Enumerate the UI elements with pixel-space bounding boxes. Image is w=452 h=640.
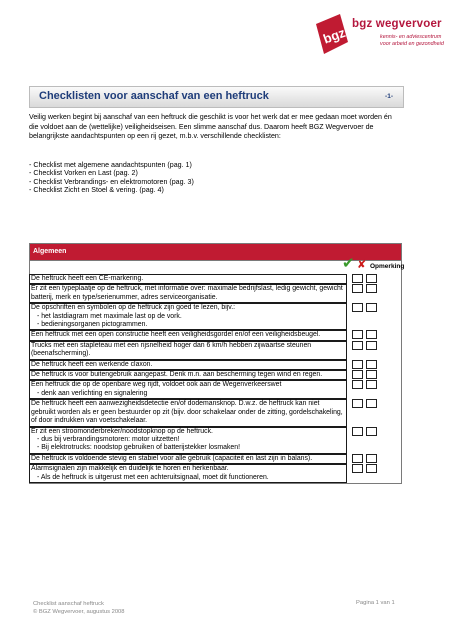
no-checkbox[interactable] [366,284,377,293]
table-row [30,330,401,340]
table-row [30,284,401,303]
row-sub-item: - Bij elektrotrucks: noodstop gebruiken of batterijstekker losmaken! [37,444,240,452]
row-question [29,360,347,370]
table-row [30,274,401,284]
checklist-table [29,243,405,484]
logo-tagline-2: voor arbeid en gezondheid [380,41,444,47]
table-row [30,399,401,426]
table-row [30,303,401,330]
yes-checkbox[interactable] [352,454,363,463]
intro-text [29,113,401,142]
no-checkbox[interactable] [366,427,377,436]
footer-page-number: Pagina 1 van 1 [356,600,395,606]
no-checkbox[interactable] [366,360,377,369]
check-icon: ✔ [342,255,355,272]
logo-tagline-1: kennis- en adviescentrum [380,34,442,40]
row-sub-item: - Als de heftruck is uitgerust met een achteruitsignaal, moet dit functioneren. [37,473,269,481]
footer-doc-name: Checklist aanschaf heftruck [33,601,104,607]
yes-checkbox[interactable] [352,360,363,369]
row-question-text: De heftruck is voldoende stevig en stabiel voor alle gebruik (capaciteit en last zijn in balans). [31,454,313,462]
row-question-text: Er zit een stroomonderbreker/noodstopknop op de heftruck. [31,427,213,435]
row-question-text: Er zit een typeplaatje op de heftruck, met informatie over: maximale bedrijfslast, ledig gewicht, gewicht batterij, merk en type/serienummer, adres serviceorganisatie. [31,285,343,301]
table-row [30,464,401,483]
row-question [29,380,347,399]
yes-checkbox[interactable] [352,380,363,389]
intro-paragraph: Veilig werken begint bij aanschaf van een heftruck die geschikt is voor het werk dat er mee gedaan moet worden én die voldoet aan de (wettelijke) veiligheidseisen. Een slimme aanschaf dus. Daarom heeft BGZ Wegvervoer de belangrijkste aandachtspunten op een rij gezet, m.b.v. verschillende checklisten: [29,113,392,141]
bgz-logo-mark-icon [314,12,350,56]
row-question [29,274,347,284]
row-question [29,370,347,380]
column-header [30,255,405,274]
yes-checkbox[interactable] [352,370,363,379]
no-checkbox[interactable] [366,341,377,350]
row-question-text: De heftruck is voor buitengebruik aangepast. Denk m.n. aan bescherming tegen wind en regen. [31,371,323,379]
row-question [29,427,347,454]
svg-text:bgz: bgz [321,24,348,47]
no-checkbox[interactable] [366,330,377,339]
row-question-text: De heftruck heeft een aanwezigheidsdetectie en/of dodemansknop. D.w.z. de heftruck kan niet gebruikt worden als er geen bestuurder op zit (bijv. door schakelaar onder de zitting, gordelschakeling, of door indrukken van voetschakelaar. [31,400,343,425]
table-row [30,370,401,380]
footer-copyright: © BGZ Wegvervoer, augustus 2008 [33,609,125,615]
row-question-text: De heftruck heeft een werkende claxon. [31,360,153,368]
yes-checkbox[interactable] [352,284,363,293]
table-row [30,380,401,399]
table-row [30,427,401,454]
row-question [29,464,347,483]
no-checkbox[interactable] [366,370,377,379]
logo-brand-text: bgz wegvervoer [352,18,442,30]
row-question-text: Trucks met een stapleteau met een rijsnelheid hoger dan 6 km/h hebben zijwaartse steunen (beenafscherming). [31,341,312,358]
section-title: Algemeen [33,248,67,255]
remark-header: Opmerking [370,263,405,270]
row-question [29,330,347,340]
title-bar [29,86,404,108]
row-sub-item: - het lastdiagram met maximale last op de vork. [37,312,182,320]
row-question-text: Alarmsignalen zijn makkelijk en duidelijk te horen en herkenbaar. [31,465,229,473]
no-checkbox[interactable] [366,399,377,408]
bgz-logo [314,12,444,70]
row-sub-item: - denk aan verlichting en signalering [37,389,148,397]
page-title: Checklisten voor aanschaf van een heftruck [39,90,269,102]
yes-checkbox[interactable] [352,303,363,312]
row-sub-item: - dus bij verbrandingsmotoren: motor uitzetten! [37,435,180,443]
yes-checkbox[interactable] [352,274,363,283]
row-question-text: Een heftruck die op de openbare weg rijdt, voldoet ook aan de Wegenverkeerswet [31,381,282,389]
row-question [29,341,347,360]
table-row [30,341,401,360]
cross-icon: ✘ [357,259,367,271]
yes-checkbox[interactable] [352,427,363,436]
checklist-item: - Checklist Verbrandings- en elektromotoren (pag. 3) [29,177,194,186]
row-question-text: De opschriften en symbolen op de heftruck zijn goed te lezen, bijv.: [31,304,236,312]
no-checkbox[interactable] [366,464,377,473]
checklist-rows [30,274,401,483]
no-checkbox[interactable] [366,380,377,389]
yes-checkbox[interactable] [352,330,363,339]
row-question-text: Een heftruck met een open constructie heeft een veiligheidsgordel en/of een veiligheidsbeugel. [31,331,321,339]
checklist-list [29,161,401,195]
no-checkbox[interactable] [366,303,377,312]
no-checkbox[interactable] [366,454,377,463]
row-question [29,303,347,330]
yes-checkbox[interactable] [352,341,363,350]
row-question-text: De heftruck heeft een CE-markering. [31,275,144,282]
checklist-item: - Checklist met algemene aandachtspunten (pag. 1) [29,161,192,169]
row-question [29,284,347,303]
row-question [29,399,347,426]
no-checkbox[interactable] [366,274,377,283]
checklist-item: - Checklist Zicht en Stoel & vering. (pag. 4) [29,186,164,195]
row-question [29,454,347,464]
table-row [30,360,401,370]
logo-tagline [380,34,444,48]
row-sub-item: - bedieningsorganen pictogrammen. [37,321,148,329]
footer-left [33,600,125,616]
table-row [30,454,401,464]
yes-checkbox[interactable] [352,399,363,408]
page-marker: -1- [385,93,393,100]
checklist-item: - Checklist Vorken en Last (pag. 2) [29,169,138,178]
yes-checkbox[interactable] [352,464,363,473]
